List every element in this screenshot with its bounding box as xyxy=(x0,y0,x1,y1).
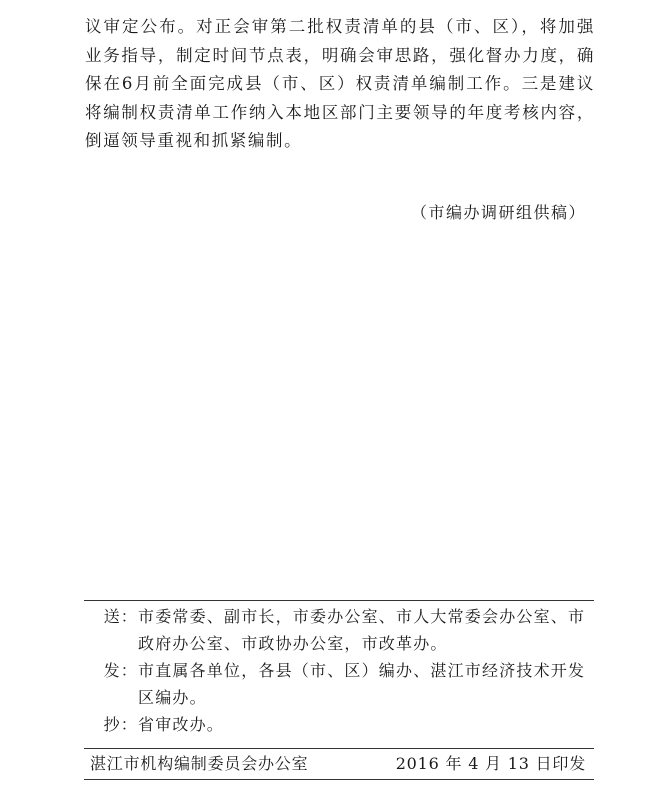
body-paragraph: 议审定公布。对正会审第二批权责清单的县（市、区），将加强业务指导，制定时间节点表，明确会审思路，强化督办力度，确保在6月前全面完成县（市、区）权责清单编制工作。三是建议将编制权责清单工作纳入本地区部门主要领导的年度考核内容，倒逼领导重视和抓紧编制。 xyxy=(85,17,595,150)
copy-content: 省审改办。 xyxy=(138,715,225,734)
issue-content: 市直属各单位，各县（市、区）编办、湛江市经济技术开发区编办。 xyxy=(138,661,586,707)
distribution-block xyxy=(84,603,594,738)
issuer-name: 湛江市机构编制委员会办公室 xyxy=(90,754,309,773)
signature: （市编办调研组供稿） xyxy=(410,203,586,222)
distribution-send-row xyxy=(84,603,594,657)
divider-bottom xyxy=(84,779,594,780)
print-date: 2016 年 4 月 13 日印发 xyxy=(395,754,586,773)
distribution-issue-row xyxy=(84,657,594,711)
divider-middle xyxy=(84,748,594,749)
footer xyxy=(84,750,594,777)
send-content: 市委常委、副市长，市委办公室、市人大常委会办公室、市政府办公室、市政协办公室，市改革办。 xyxy=(138,607,586,653)
divider-top xyxy=(84,600,594,601)
issue-label: 发： xyxy=(103,661,138,680)
copy-label: 抄： xyxy=(103,715,138,734)
distribution-copy-row xyxy=(84,711,594,738)
send-label: 送： xyxy=(103,607,138,626)
